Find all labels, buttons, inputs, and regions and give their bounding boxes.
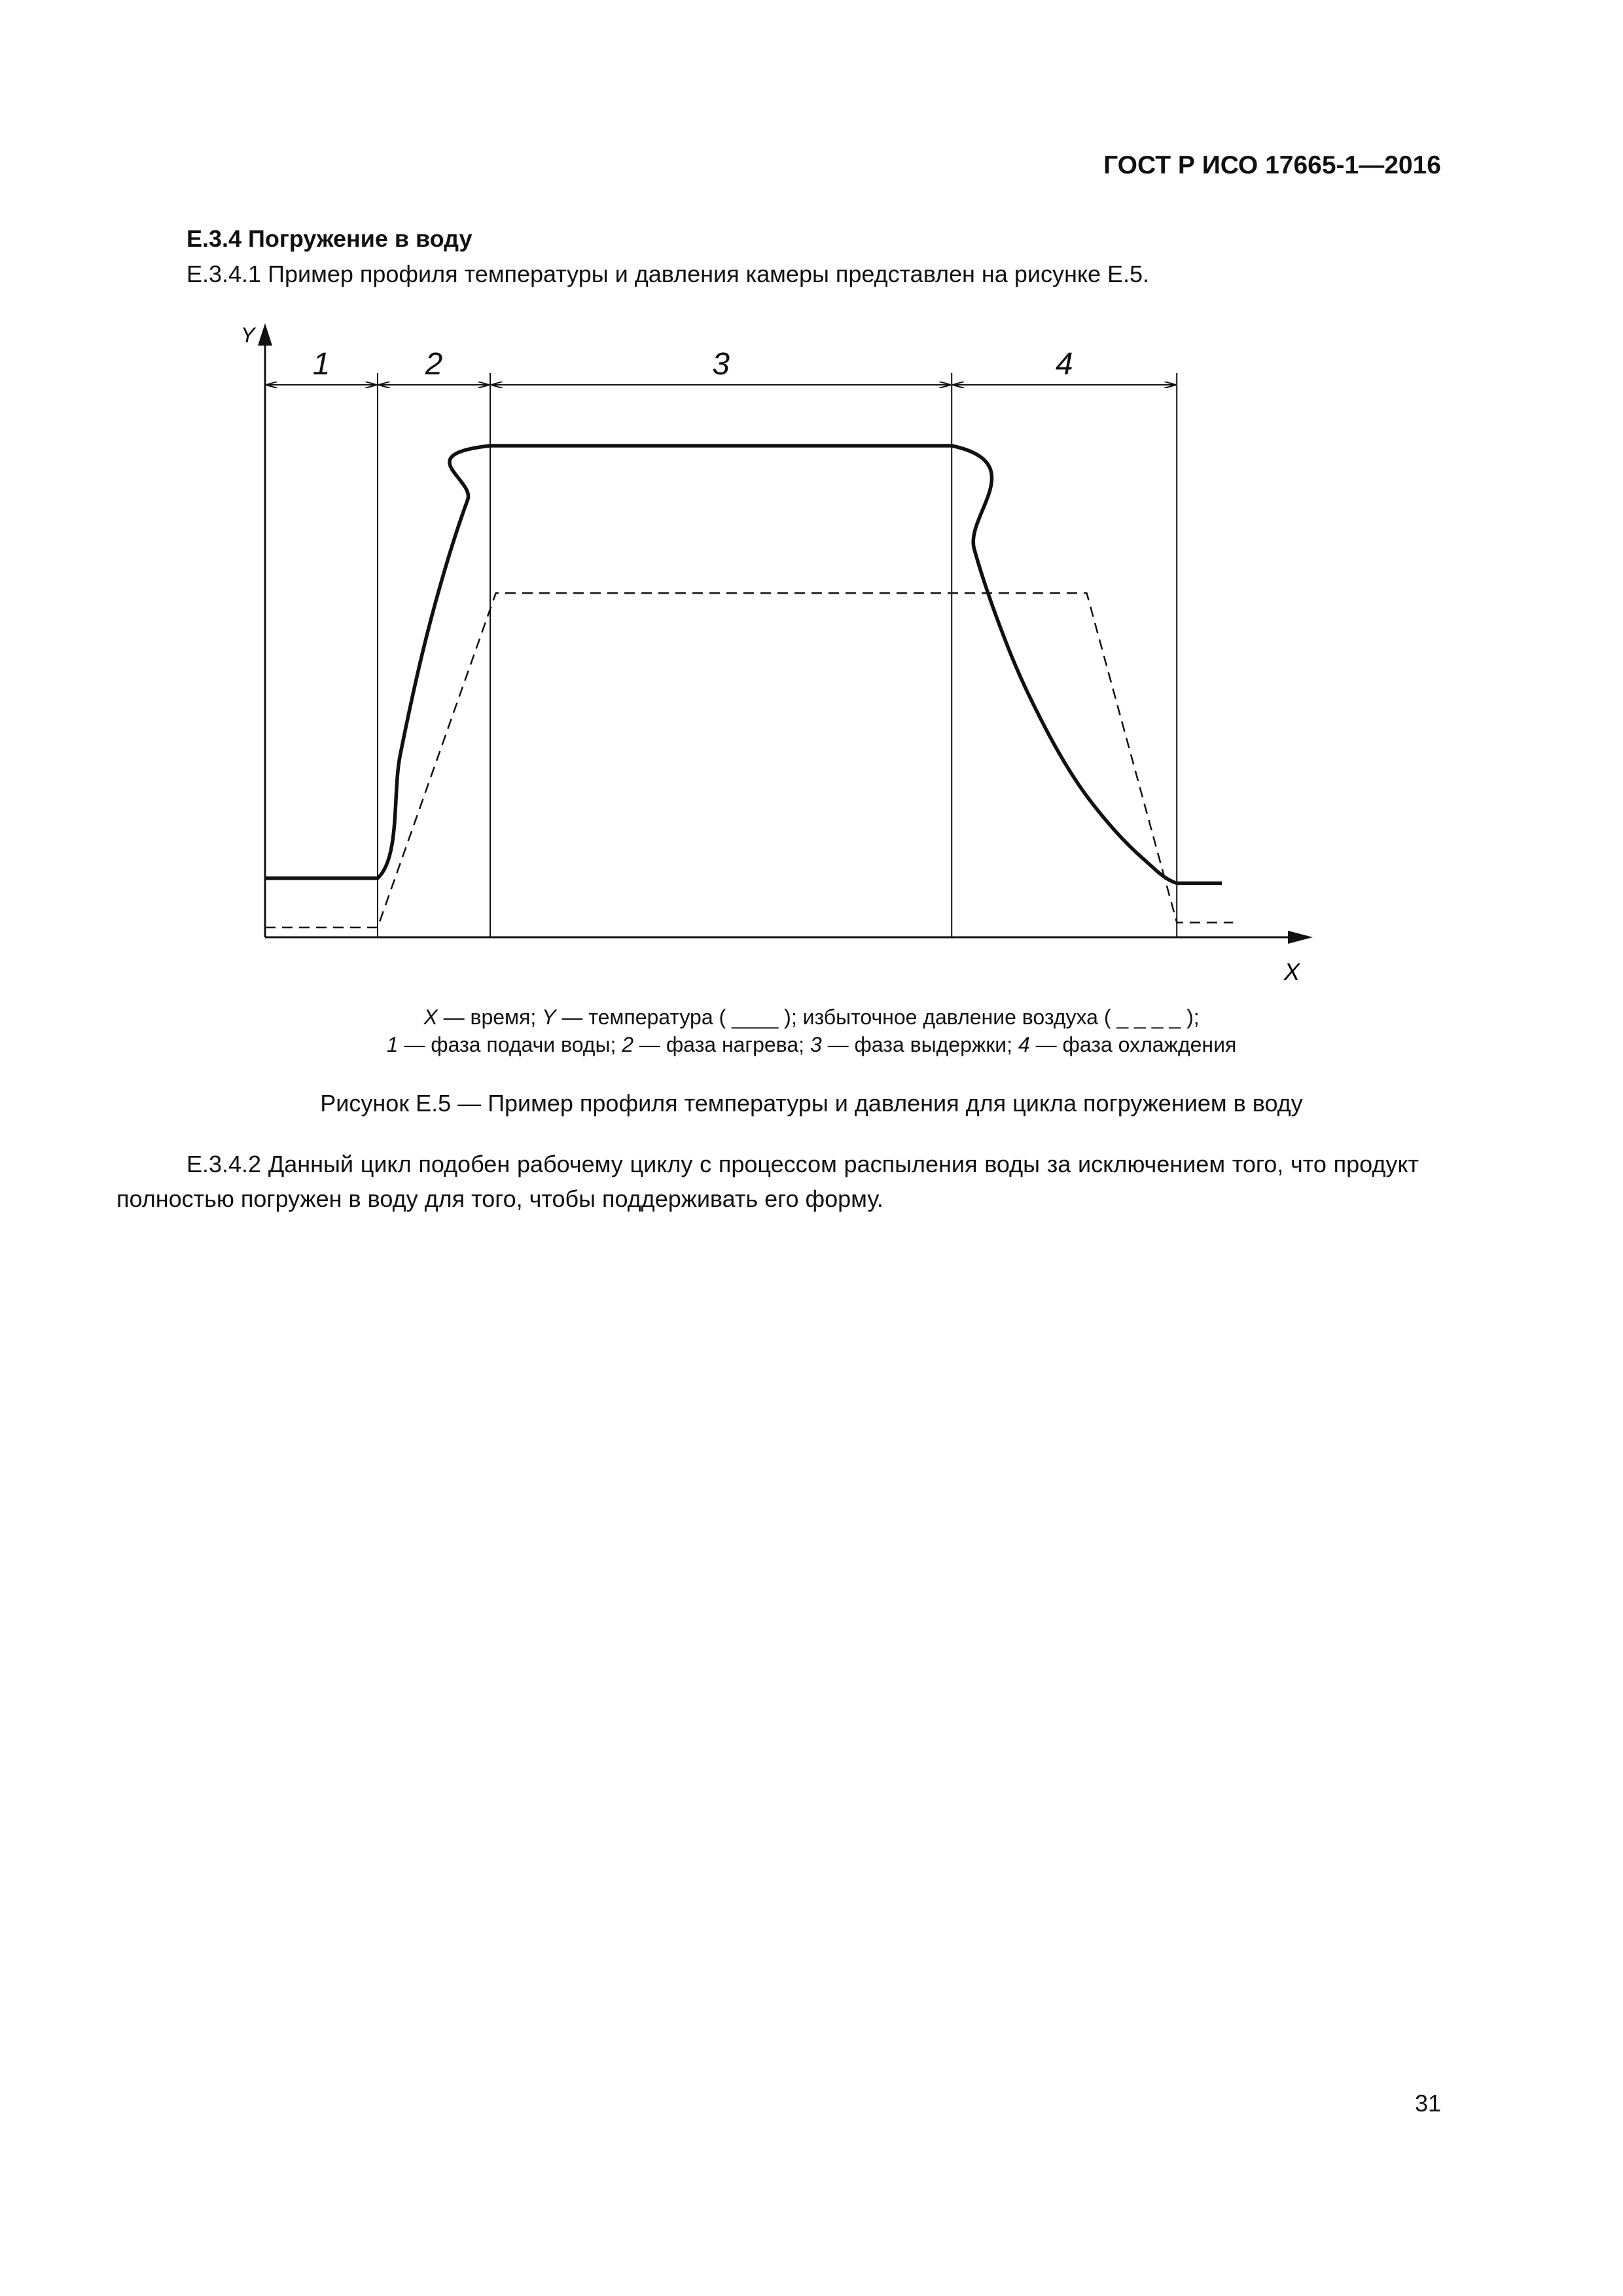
legend-x-symbol: X — [423, 1005, 438, 1029]
phase-label-1: 1 — [312, 347, 330, 382]
legend-y-text: — температура ( ____ ); избыточное давление воздуха ( _ _ _ _ ); — [556, 1005, 1200, 1029]
pressure-dashed-line — [265, 593, 1233, 927]
legend-phase-3-text: — фаза выдержки; — [821, 1033, 1018, 1056]
legend-phase-2-text: — фаза нагрева; — [633, 1033, 810, 1056]
paragraph-e-3-4-1: Е.3.4.1 Пример профиля температуры и давления камеры представлен на рисунке Е.5. — [187, 260, 1150, 287]
x-axis-label: X — [1284, 958, 1300, 985]
phase-label-4: 4 — [1055, 347, 1073, 382]
legend-phase-2-number: 2 — [622, 1033, 634, 1056]
x-axis-arrowhead — [1288, 931, 1313, 944]
y-axis-arrowhead — [258, 323, 272, 346]
chart-series — [265, 446, 1233, 927]
legend-phase-4-text: — фаза охлаждения — [1029, 1033, 1237, 1056]
figure-caption: Рисунок Е.5 — Пример профиля температуры и давления для цикла погружением в воду — [320, 1090, 1303, 1117]
legend-x-text: — время; — [437, 1005, 543, 1029]
legend-phase-1-text: — фаза подачи воды; — [398, 1033, 622, 1056]
phase-label-2: 2 — [425, 347, 443, 382]
paragraph-e-3-4-2: Е.3.4.2 Данный цикл подобен рабочему циклу с процессом распыления воды за исключением того, что продукт полностью погружен в воду для того, чтобы поддерживать его форму. — [116, 1151, 1419, 1212]
temperature-solid-line — [265, 446, 1222, 883]
figure-legend-line-1 — [0, 1005, 1623, 1030]
page-number: 31 — [1414, 2090, 1441, 2117]
figure-e5-chart — [0, 0, 1623, 1021]
document-id: ГОСТ Р ИСО 17665-1—2016 — [1103, 151, 1441, 179]
phase-dimension-lines — [266, 347, 1177, 937]
chart-axes — [258, 323, 1313, 944]
section-title: Е.3.4 Погружение в воду — [187, 225, 473, 252]
figure-legend-line-2 — [0, 1033, 1623, 1057]
phase-label-3: 3 — [712, 347, 730, 382]
legend-phase-3-number: 3 — [810, 1033, 822, 1056]
y-axis-label: Y — [241, 323, 255, 347]
legend-phase-1-number: 1 — [386, 1033, 399, 1056]
legend-y-symbol: Y — [542, 1005, 556, 1029]
legend-phase-4-number: 4 — [1018, 1033, 1030, 1056]
